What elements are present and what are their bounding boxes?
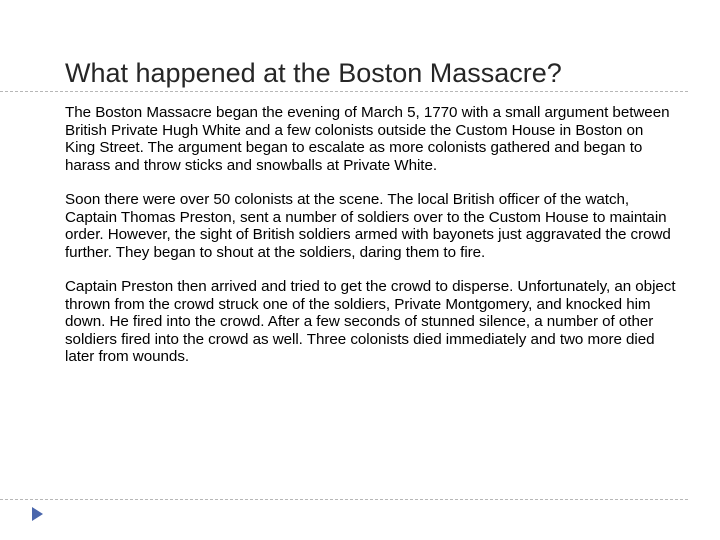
slide-body <box>65 104 677 383</box>
triangle-bullet-icon <box>32 507 43 521</box>
footer-divider <box>0 499 688 500</box>
paragraph-2: Soon there were over 50 colonists at the scene. The local British officer of the watch, Captain Thomas Preston, sent a number of soldiers over to the Custom House to maintain order. However, the sight of British soldiers armed with bayonets just aggravated the crowd further. They began to shout at the soldiers, daring them to fire. <box>65 191 671 261</box>
paragraph-3: Captain Preston then arrived and tried to get the crowd to disperse. Unfortunately, an object thrown from the crowd struck one of the soldiers, Private Montgomery, and knocked him down. He fired into the crowd. After a few seconds of stunned silence, a number of other soldiers fired into the crowd as well. Three colonists died immediately and two more died later from wounds. <box>65 278 676 365</box>
title-divider <box>0 91 688 92</box>
paragraph-1: The Boston Massacre began the evening of March 5, 1770 with a small argument between British Private Hugh White and a few colonists outside the Custom House in Boston on King Street. The argument began to escalate as more colonists gathered and began to harass and throw sticks and snowballs at Private White. <box>65 104 670 174</box>
slide-title: What happened at the Boston Massacre? <box>65 58 562 88</box>
